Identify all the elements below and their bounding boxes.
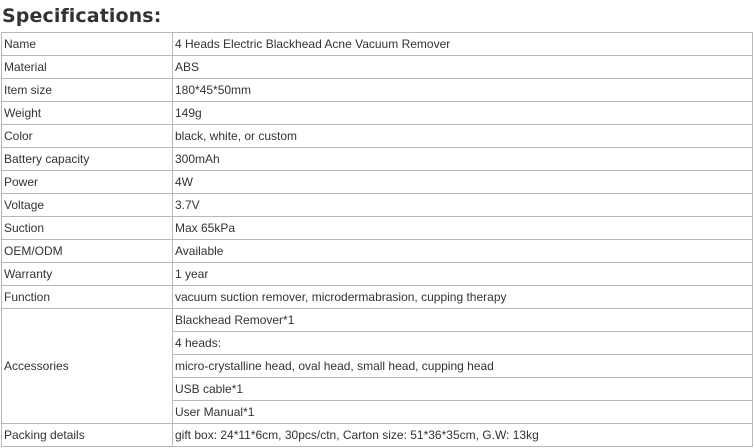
table-row (2, 309, 753, 332)
spec-label-packing-details: Packing details (2, 424, 173, 447)
spec-label-material: Material (2, 56, 173, 79)
accessory-item: User Manual*1 (173, 401, 753, 424)
spec-label-oem-odm: OEM/ODM (2, 240, 173, 263)
spec-value-material: ABS (173, 56, 753, 79)
accessory-item: micro-crystalline head, oval head, small head, cupping head (173, 355, 753, 378)
spec-value-packing-details: gift box: 24*11*6cm, 30pcs/ctn, Carton size: 51*36*35cm, G.W: 13kg (173, 424, 753, 447)
spec-label-function: Function (2, 286, 173, 309)
table-row (2, 125, 753, 148)
spec-label-accessories: Accessories (2, 309, 173, 424)
spec-label-voltage: Voltage (2, 194, 173, 217)
spec-label-suction: Suction (2, 217, 173, 240)
spec-label-power: Power (2, 171, 173, 194)
spec-value-suction: Max 65kPa (173, 217, 753, 240)
spec-value-color: black, white, or custom (173, 125, 753, 148)
table-row (2, 33, 753, 56)
spec-label-item-size: Item size (2, 79, 173, 102)
accessory-item: Blackhead Remover*1 (173, 309, 753, 332)
accessory-item: 4 heads: (173, 332, 753, 355)
spec-label-battery-capacity: Battery capacity (2, 148, 173, 171)
spec-value-battery-capacity: 300mAh (173, 148, 753, 171)
spec-label-warranty: Warranty (2, 263, 173, 286)
spec-value-warranty: 1 year (173, 263, 753, 286)
specifications-table (1, 32, 753, 447)
table-row (2, 263, 753, 286)
spec-value-function: vacuum suction remover, microdermabrasion, cupping therapy (173, 286, 753, 309)
spec-value-oem-odm: Available (173, 240, 753, 263)
spec-value-name: 4 Heads Electric Blackhead Acne Vacuum Remover (173, 33, 753, 56)
spec-value-item-size: 180*45*50mm (173, 79, 753, 102)
spec-value-weight: 149g (173, 102, 753, 125)
table-row (2, 424, 753, 447)
table-row (2, 217, 753, 240)
table-row (2, 102, 753, 125)
table-row (2, 148, 753, 171)
spec-value-voltage: 3.7V (173, 194, 753, 217)
spec-label-name: Name (2, 33, 173, 56)
table-row (2, 79, 753, 102)
table-row (2, 240, 753, 263)
spec-value-power: 4W (173, 171, 753, 194)
accessory-item: USB cable*1 (173, 378, 753, 401)
spec-label-weight: Weight (2, 102, 173, 125)
table-row (2, 56, 753, 79)
page-title: Specifications: (2, 5, 162, 27)
table-row (2, 171, 753, 194)
spec-label-color: Color (2, 125, 173, 148)
table-row (2, 286, 753, 309)
table-row (2, 194, 753, 217)
